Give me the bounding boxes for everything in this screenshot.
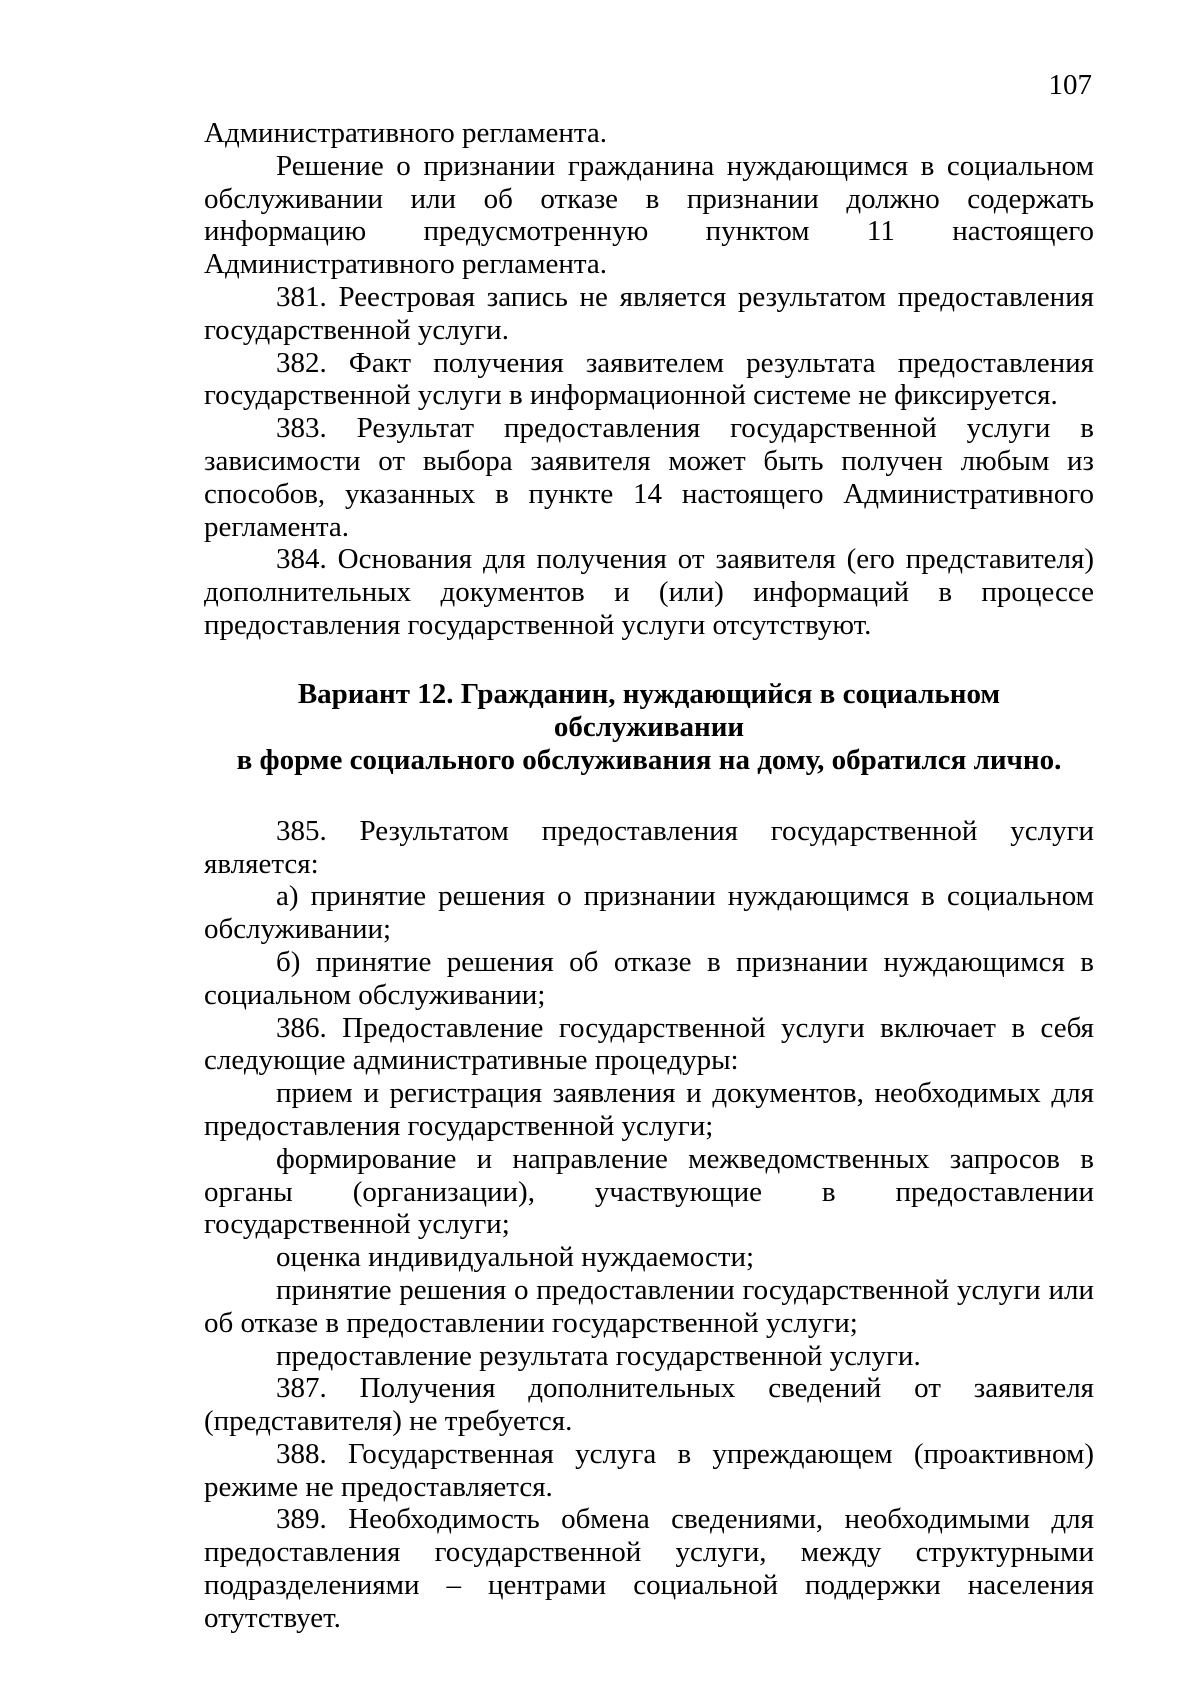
paragraph: 389. Необходимость обмена сведениями, необходимыми для предоставления государственной услуги, между структурными подразделениями – центрами социальной поддержки населения отутствует. <box>204 1503 1094 1634</box>
paragraph: Административного регламента. <box>204 117 607 149</box>
page-number: 107 <box>1048 69 1092 101</box>
section-heading-line: в форме социального обслуживания на дому, обратился лично. <box>236 743 1062 776</box>
paragraph: оценка индивидуальной нуждаемости; <box>276 1241 755 1274</box>
paragraph: 386. Предоставление государственной услуги включает в себя следующие административные процедуры: <box>204 1011 1094 1077</box>
paragraph: формирование и направление межведомственных запросов в органы (организации), участвующие в предоставлении государственной услуги; <box>204 1142 1094 1241</box>
paragraph: б) принятие решения об отказе в признании нуждающимся в социальном обслуживании; <box>204 945 1094 1011</box>
paragraph: 384. Основания для получения от заявителя (его представителя) дополнительных документов и (или) информаций в процессе предоставления государственной услуги отсутствуют. <box>204 543 1094 641</box>
paragraph: 382. Факт получения заявителем результата предоставления государственной услуги в информационной системе не фиксируется. <box>204 346 1094 412</box>
paragraph: 381. Реестровая запись не является результатом предоставления государственной услуги. <box>204 280 1094 346</box>
paragraph: предоставление результата государственной услуги. <box>276 1339 921 1372</box>
paragraph: прием и регистрация заявления и документов, необходимых для предоставления государственной услуги; <box>204 1077 1094 1142</box>
paragraph: принятие решения о предоставлении государственной услуги или об отказе в предоставлении государственной услуги; <box>204 1273 1094 1339</box>
section-heading-line: Вариант 12. Гражданин, нуждающийся в социальном обслуживании <box>297 677 1001 743</box>
paragraph: Решение о признании гражданина нуждающимся в социальном обслуживании или об отказе в признании должно содержать информацию предусмотренную пунктом 11 настоящего Административного регламента. <box>204 149 1094 281</box>
paragraph: 383. Результат предоставления государственной услуги в зависимости от выбора заявителя может быть получен любым из способов, указанных в пункте 14 настоящего Административного регламента. <box>204 412 1094 543</box>
document-body <box>204 117 1094 1635</box>
paragraph: 387. Получения дополнительных сведений от заявителя (представителя) не требуется. <box>204 1372 1094 1438</box>
section-heading <box>204 678 1094 777</box>
paragraph: 385. Результатом предоставления государственной услуги является: <box>204 814 1094 880</box>
paragraph: а) принятие решения о признании нуждающимся в социальном обслуживании; <box>204 880 1094 946</box>
paragraph: 388. Государственная услуга в упреждающем (проактивном) режиме не предоставляется. <box>204 1437 1094 1503</box>
